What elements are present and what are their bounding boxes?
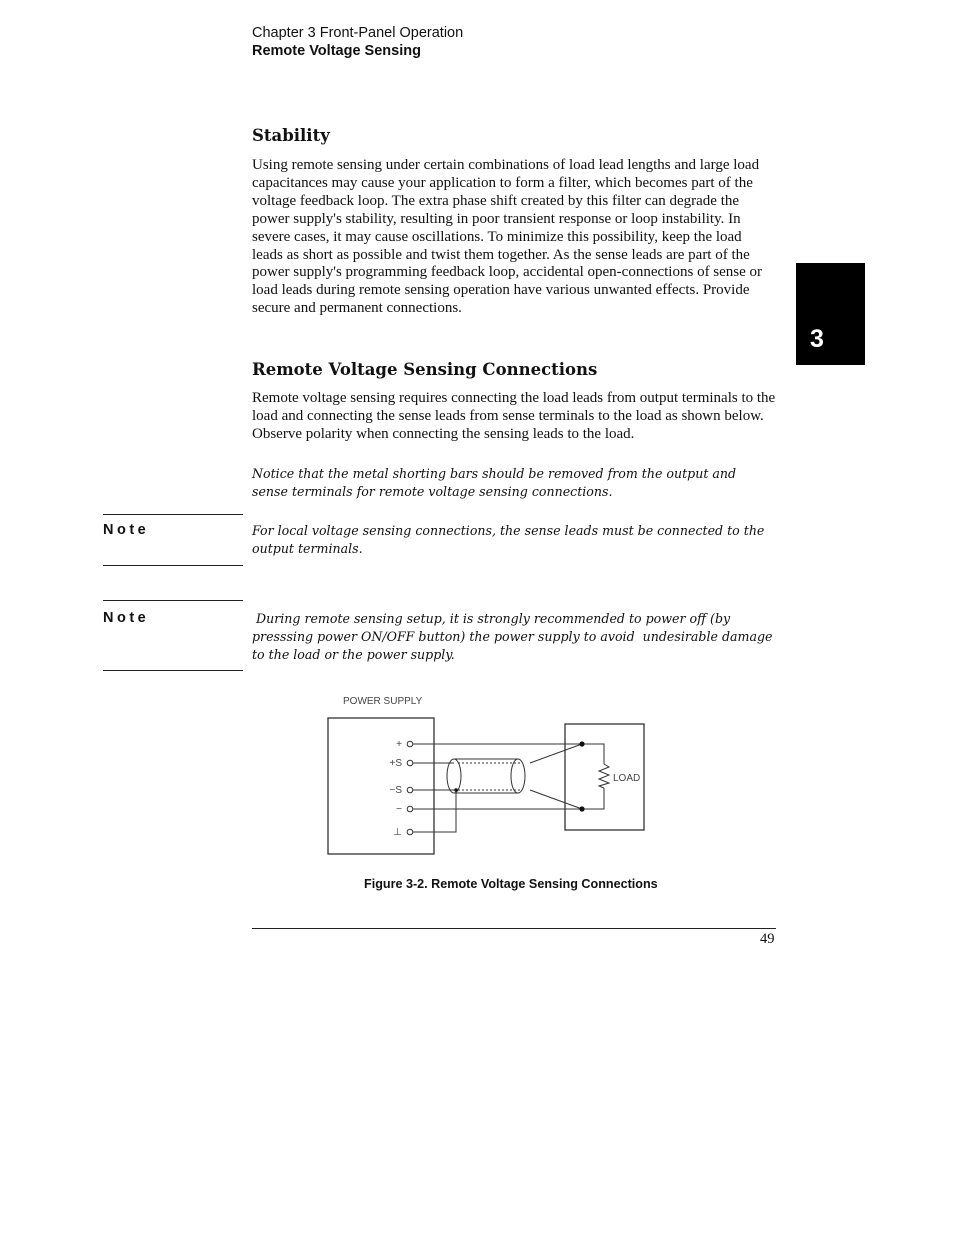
power-supply-box bbox=[328, 718, 434, 854]
terminal-label: − bbox=[396, 804, 402, 815]
junction-dot bbox=[579, 741, 584, 746]
footer-rule bbox=[252, 928, 776, 929]
junction-dot bbox=[579, 806, 584, 811]
note-label: Note bbox=[103, 610, 150, 626]
load-connection bbox=[582, 744, 604, 809]
note-rule-bottom bbox=[103, 565, 243, 566]
connections-heading: Remote Voltage Sensing Connections bbox=[252, 360, 598, 379]
figure-caption: Figure 3-2. Remote Voltage Sensing Connections bbox=[364, 877, 658, 891]
terminal-sense-plus bbox=[407, 760, 413, 766]
terminal-minus bbox=[407, 806, 413, 812]
chapter-tab bbox=[796, 263, 865, 365]
chapter-title: Chapter 3 Front-Panel Operation bbox=[252, 25, 464, 41]
page-number: 49 bbox=[760, 931, 775, 947]
shorting-bars-notice: Notice that the metal shorting bars should be removed from the output and sense terminals for remote voltage sensing connections. bbox=[252, 466, 737, 499]
stability-heading: Stability bbox=[252, 126, 330, 145]
note-rule-top bbox=[103, 514, 243, 515]
terminal-label: +S bbox=[389, 758, 402, 769]
terminal-sense-minus bbox=[407, 787, 413, 793]
running-head bbox=[252, 24, 463, 60]
terminal-label: ⊥ bbox=[393, 827, 402, 838]
note-text: For local voltage sensing connections, the sense leads must be connected to the output terminals. bbox=[252, 523, 765, 556]
connections-body: Remote voltage sensing requires connecting the load leads from output terminals to the load and connecting the sense leads from sense terminals to the load as shown below. Observe polarity when connecting the sensing leads to the load. bbox=[252, 390, 776, 442]
note-text: During remote sensing setup, it is strongly recommended to power off (by presssing power ON/OFF button) the power supply to avoid undesirable damage to the load or the power supply. bbox=[252, 611, 777, 662]
note-label: Note bbox=[103, 522, 150, 538]
note-rule-top bbox=[103, 600, 243, 601]
section-title: Remote Voltage Sensing bbox=[252, 43, 421, 59]
stability-body: Using remote sensing under certain combinations of load lead lengths and large load capacitances may cause your application to form a filter, which becomes part of the voltage feedback loop. The extra phase shift created by this filter can degrade the power supply's stability, resulting in poor transient response or loop instability. In severe cases, it may cause oscillations. To minimize this possibility, keep the load leads as short as possible and twist them together. As the sense leads are part of the power supply's programming feedback loop, accidental open-connections of sense or load leads during remote sensing operation have various unwanted effects. Provide secure and permanent connections. bbox=[252, 157, 763, 317]
remote-sensing-diagram bbox=[320, 690, 660, 862]
terminal-label: + bbox=[396, 739, 402, 750]
twisted-pair-shield bbox=[447, 759, 525, 793]
terminal-plus bbox=[407, 741, 413, 747]
sense-lead-positive bbox=[413, 744, 582, 763]
terminal-ground bbox=[407, 829, 413, 835]
power-supply-label: POWER SUPPLY bbox=[343, 696, 423, 707]
junction-dot bbox=[454, 788, 458, 792]
terminal-label: −S bbox=[389, 785, 402, 796]
resistor-icon bbox=[599, 764, 609, 788]
note-rule-bottom bbox=[103, 670, 243, 671]
load-label: LOAD bbox=[613, 773, 641, 784]
chapter-tab-number: 3 bbox=[810, 325, 824, 353]
